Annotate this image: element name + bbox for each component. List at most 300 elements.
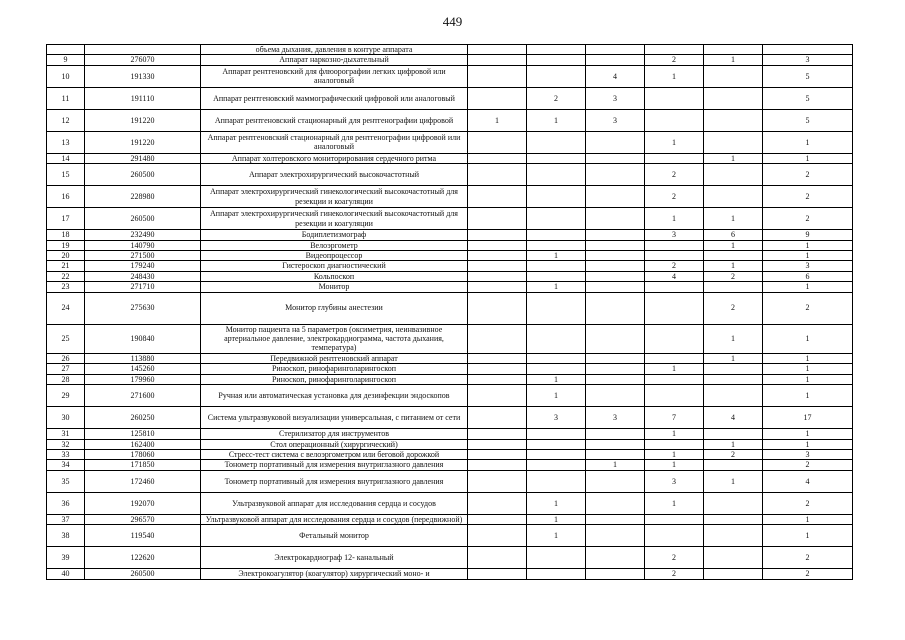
quantity-col-5-cell [704, 131, 763, 153]
equipment-name-cell: Аппарат рентгеновский стационарный для рентгенографии цифровой [201, 109, 468, 131]
quantity-col-5-cell [704, 429, 763, 439]
equipment-name-cell: Стресс-тест система с велоэргометром или беговой дорожкой [201, 449, 468, 459]
item-code-cell: 192070 [85, 492, 201, 514]
table-row [47, 514, 853, 524]
total-quantity-cell: 2 [763, 164, 853, 186]
total-quantity-cell: 1 [763, 429, 853, 439]
total-quantity-cell: 1 [763, 514, 853, 524]
item-code-cell: 119540 [85, 525, 201, 547]
quantity-col-1-cell [468, 449, 527, 459]
quantity-col-2-cell: 1 [527, 282, 586, 292]
quantity-col-1-cell [468, 282, 527, 292]
quantity-col-3-cell [586, 374, 645, 384]
row-number-cell: 16 [47, 186, 85, 208]
equipment-name-cell: Аппарат электрохирургический высокочастотный [201, 164, 468, 186]
table-row [47, 282, 853, 292]
table-row [47, 164, 853, 186]
quantity-col-2-cell [527, 429, 586, 439]
quantity-col-5-cell: 1 [704, 439, 763, 449]
total-quantity-cell: 1 [763, 353, 853, 363]
item-code-cell [85, 45, 201, 55]
row-number-cell: 13 [47, 131, 85, 153]
row-number-cell: 22 [47, 271, 85, 281]
table-row [47, 569, 853, 579]
item-code-cell: 260250 [85, 407, 201, 429]
equipment-table [46, 44, 853, 580]
quantity-col-3-cell [586, 514, 645, 524]
item-code-cell: 275630 [85, 292, 201, 324]
quantity-col-1-cell [468, 470, 527, 492]
equipment-name-cell: Риноскоп, ринофаринголарингоскоп [201, 374, 468, 384]
total-quantity-cell: 1 [763, 439, 853, 449]
row-number-cell: 36 [47, 492, 85, 514]
quantity-col-1-cell [468, 353, 527, 363]
row-number-cell: 29 [47, 385, 85, 407]
quantity-col-4-cell: 2 [645, 261, 704, 271]
quantity-col-5-cell [704, 385, 763, 407]
quantity-col-2-cell [527, 324, 586, 353]
table-row [47, 230, 853, 240]
quantity-col-2-cell [527, 449, 586, 459]
quantity-col-2-cell [527, 353, 586, 363]
quantity-col-5-cell [704, 492, 763, 514]
quantity-col-3-cell [586, 525, 645, 547]
quantity-col-3-cell [586, 45, 645, 55]
quantity-col-4-cell [645, 439, 704, 449]
quantity-col-5-cell: 1 [704, 470, 763, 492]
quantity-col-2-cell [527, 292, 586, 324]
table-row [47, 374, 853, 384]
quantity-col-4-cell: 4 [645, 271, 704, 281]
quantity-col-2-cell [527, 55, 586, 65]
total-quantity-cell: 1 [763, 282, 853, 292]
quantity-col-3-cell [586, 449, 645, 459]
quantity-col-2-cell [527, 65, 586, 87]
item-code-cell: 291480 [85, 153, 201, 163]
quantity-col-4-cell [645, 240, 704, 250]
equipment-name-cell: Кольпоскоп [201, 271, 468, 281]
total-quantity-cell: 9 [763, 230, 853, 240]
equipment-name-cell: объема дыхания, давления в контуре аппарата [201, 45, 468, 55]
equipment-name-cell: Стол операционный (хирургический) [201, 439, 468, 449]
quantity-col-5-cell [704, 374, 763, 384]
quantity-col-3-cell [586, 208, 645, 230]
quantity-col-5-cell: 1 [704, 261, 763, 271]
total-quantity-cell: 2 [763, 492, 853, 514]
quantity-col-4-cell: 2 [645, 164, 704, 186]
quantity-col-4-cell: 1 [645, 131, 704, 153]
table-row [47, 131, 853, 153]
table-row [47, 65, 853, 87]
quantity-col-5-cell [704, 164, 763, 186]
quantity-col-2-cell: 1 [527, 514, 586, 524]
equipment-name-cell: Видеопроцессор [201, 251, 468, 261]
row-number-cell: 12 [47, 109, 85, 131]
row-number-cell: 17 [47, 208, 85, 230]
row-number-cell: 19 [47, 240, 85, 250]
equipment-name-cell: Тонометр портативный для измерения внутриглазного давления [201, 470, 468, 492]
row-number-cell: 11 [47, 87, 85, 109]
total-quantity-cell: 1 [763, 364, 853, 374]
row-number-cell: 39 [47, 547, 85, 569]
item-code-cell: 191220 [85, 109, 201, 131]
quantity-col-1-cell [468, 385, 527, 407]
quantity-col-1-cell [468, 65, 527, 87]
quantity-col-2-cell: 3 [527, 407, 586, 429]
table-row [47, 460, 853, 470]
row-number-cell [47, 45, 85, 55]
equipment-name-cell: Система ультразвуковой визуализации универсальная, с питанием от сети [201, 407, 468, 429]
row-number-cell: 20 [47, 251, 85, 261]
item-code-cell: 171850 [85, 460, 201, 470]
quantity-col-5-cell: 1 [704, 240, 763, 250]
equipment-name-cell: Аппарат рентгеновский маммографический цифровой или аналоговый [201, 87, 468, 109]
total-quantity-cell: 1 [763, 385, 853, 407]
total-quantity-cell: 1 [763, 240, 853, 250]
quantity-col-3-cell [586, 353, 645, 363]
table-row [47, 87, 853, 109]
quantity-col-4-cell: 2 [645, 547, 704, 569]
table-row [47, 240, 853, 250]
quantity-col-3-cell [586, 153, 645, 163]
row-number-cell: 15 [47, 164, 85, 186]
equipment-name-cell: Ультразвуковой аппарат для исследования сердца и сосудов [201, 492, 468, 514]
quantity-col-5-cell: 1 [704, 55, 763, 65]
quantity-col-3-cell [586, 385, 645, 407]
quantity-col-3-cell [586, 240, 645, 250]
total-quantity-cell: 5 [763, 65, 853, 87]
table-row [47, 547, 853, 569]
quantity-col-1-cell [468, 292, 527, 324]
equipment-table-body [47, 45, 853, 580]
total-quantity-cell: 1 [763, 374, 853, 384]
quantity-col-3-cell [586, 364, 645, 374]
quantity-col-5-cell: 1 [704, 208, 763, 230]
quantity-col-4-cell: 1 [645, 429, 704, 439]
quantity-col-1-cell [468, 186, 527, 208]
quantity-col-5-cell: 1 [704, 353, 763, 363]
row-number-cell: 34 [47, 460, 85, 470]
item-code-cell: 179240 [85, 261, 201, 271]
quantity-col-3-cell: 3 [586, 87, 645, 109]
total-quantity-cell: 2 [763, 569, 853, 579]
quantity-col-2-cell [527, 230, 586, 240]
quantity-col-3-cell [586, 186, 645, 208]
quantity-col-1-cell [468, 407, 527, 429]
total-quantity-cell: 4 [763, 470, 853, 492]
quantity-col-4-cell: 3 [645, 230, 704, 240]
quantity-col-2-cell [527, 164, 586, 186]
total-quantity-cell [763, 45, 853, 55]
quantity-col-3-cell: 4 [586, 65, 645, 87]
quantity-col-5-cell [704, 547, 763, 569]
table-row [47, 364, 853, 374]
quantity-col-3-cell [586, 164, 645, 186]
quantity-col-1-cell [468, 271, 527, 281]
table-row [47, 261, 853, 271]
quantity-col-5-cell [704, 251, 763, 261]
quantity-col-4-cell [645, 374, 704, 384]
quantity-col-5-cell: 6 [704, 230, 763, 240]
quantity-col-4-cell [645, 109, 704, 131]
row-number-cell: 32 [47, 439, 85, 449]
quantity-col-1-cell [468, 240, 527, 250]
row-number-cell: 21 [47, 261, 85, 271]
quantity-col-5-cell [704, 460, 763, 470]
total-quantity-cell: 17 [763, 407, 853, 429]
quantity-col-1-cell [468, 208, 527, 230]
quantity-col-1-cell [468, 324, 527, 353]
quantity-col-4-cell [645, 385, 704, 407]
quantity-col-1-cell [468, 364, 527, 374]
quantity-col-5-cell: 2 [704, 449, 763, 459]
table-row [47, 385, 853, 407]
total-quantity-cell: 1 [763, 153, 853, 163]
total-quantity-cell: 1 [763, 131, 853, 153]
table-row [47, 109, 853, 131]
quantity-col-4-cell [645, 251, 704, 261]
quantity-col-1-cell [468, 547, 527, 569]
quantity-col-2-cell [527, 569, 586, 579]
equipment-name-cell: Аппарат электрохирургический гинекологический высокочастотный для резекции и коагуляции [201, 186, 468, 208]
quantity-col-1-cell [468, 251, 527, 261]
row-number-cell: 31 [47, 429, 85, 439]
quantity-col-1-cell [468, 261, 527, 271]
equipment-name-cell: Бодиплетизмограф [201, 230, 468, 240]
table-row [47, 324, 853, 353]
item-code-cell: 113880 [85, 353, 201, 363]
total-quantity-cell: 3 [763, 449, 853, 459]
quantity-col-3-cell [586, 439, 645, 449]
quantity-col-3-cell [586, 324, 645, 353]
row-number-cell: 33 [47, 449, 85, 459]
total-quantity-cell: 2 [763, 208, 853, 230]
quantity-col-2-cell: 1 [527, 109, 586, 131]
row-number-cell: 9 [47, 55, 85, 65]
quantity-col-4-cell: 7 [645, 407, 704, 429]
quantity-col-1-cell [468, 230, 527, 240]
item-code-cell: 271500 [85, 251, 201, 261]
item-code-cell: 260500 [85, 164, 201, 186]
quantity-col-4-cell [645, 282, 704, 292]
quantity-col-5-cell [704, 109, 763, 131]
item-code-cell: 271710 [85, 282, 201, 292]
quantity-col-4-cell: 3 [645, 470, 704, 492]
quantity-col-2-cell [527, 460, 586, 470]
table-row [47, 55, 853, 65]
quantity-col-2-cell [527, 186, 586, 208]
quantity-col-4-cell: 1 [645, 449, 704, 459]
equipment-name-cell: Гистероскоп диагностический [201, 261, 468, 271]
quantity-col-4-cell: 1 [645, 364, 704, 374]
equipment-name-cell: Стерилизатор для инструментов [201, 429, 468, 439]
equipment-name-cell: Ручная или автоматическая установка для дезинфекции эндоскопов [201, 385, 468, 407]
total-quantity-cell: 3 [763, 55, 853, 65]
quantity-col-4-cell [645, 45, 704, 55]
quantity-col-1-cell [468, 164, 527, 186]
item-code-cell: 191110 [85, 87, 201, 109]
quantity-col-2-cell [527, 240, 586, 250]
quantity-col-1-cell [468, 87, 527, 109]
quantity-col-1-cell [468, 55, 527, 65]
quantity-col-3-cell [586, 251, 645, 261]
quantity-col-5-cell [704, 364, 763, 374]
quantity-col-5-cell: 2 [704, 271, 763, 281]
quantity-col-4-cell [645, 87, 704, 109]
quantity-col-1-cell [468, 131, 527, 153]
equipment-name-cell: Аппарат рентгеновский для флюорографии легких цифровой или аналоговый [201, 65, 468, 87]
equipment-name-cell: Аппарат холтеровского мониторирования сердечного ритма [201, 153, 468, 163]
total-quantity-cell: 1 [763, 251, 853, 261]
item-code-cell: 276070 [85, 55, 201, 65]
item-code-cell: 145260 [85, 364, 201, 374]
total-quantity-cell: 2 [763, 292, 853, 324]
item-code-cell: 232490 [85, 230, 201, 240]
quantity-col-1-cell [468, 439, 527, 449]
quantity-col-5-cell: 1 [704, 153, 763, 163]
row-number-cell: 28 [47, 374, 85, 384]
quantity-col-3-cell [586, 55, 645, 65]
quantity-col-4-cell [645, 525, 704, 547]
quantity-col-2-cell: 1 [527, 251, 586, 261]
quantity-col-3-cell [586, 271, 645, 281]
equipment-name-cell: Передвижной рентгеновский аппарат [201, 353, 468, 363]
total-quantity-cell: 1 [763, 324, 853, 353]
quantity-col-3-cell [586, 292, 645, 324]
quantity-col-2-cell [527, 153, 586, 163]
quantity-col-1-cell [468, 492, 527, 514]
quantity-col-5-cell [704, 569, 763, 579]
item-code-cell: 162400 [85, 439, 201, 449]
quantity-col-2-cell [527, 364, 586, 374]
table-row [47, 439, 853, 449]
page-number: 449 [442, 14, 463, 29]
item-code-cell: 296570 [85, 514, 201, 524]
item-code-cell: 122620 [85, 547, 201, 569]
quantity-col-5-cell [704, 87, 763, 109]
item-code-cell: 260500 [85, 569, 201, 579]
quantity-col-4-cell: 2 [645, 55, 704, 65]
quantity-col-1-cell [468, 429, 527, 439]
row-number-cell: 18 [47, 230, 85, 240]
table-row [47, 45, 853, 55]
row-number-cell: 30 [47, 407, 85, 429]
equipment-name-cell: Аппарат электрохирургический гинекологический высокочастотный для резекции и коагуляции [201, 208, 468, 230]
equipment-name-cell: Риноскоп, ринофаринголарингоскоп [201, 364, 468, 374]
row-number-cell: 35 [47, 470, 85, 492]
quantity-col-1-cell [468, 153, 527, 163]
quantity-col-2-cell [527, 261, 586, 271]
quantity-col-2-cell [527, 271, 586, 281]
quantity-col-4-cell: 1 [645, 460, 704, 470]
table-row [47, 251, 853, 261]
quantity-col-1-cell [468, 374, 527, 384]
quantity-col-2-cell [527, 547, 586, 569]
table-row [47, 407, 853, 429]
quantity-col-3-cell [586, 470, 645, 492]
quantity-col-3-cell [586, 230, 645, 240]
table-row [47, 292, 853, 324]
quantity-col-5-cell [704, 65, 763, 87]
quantity-col-3-cell [586, 282, 645, 292]
equipment-name-cell: Аппарат наркозно-дыхательный [201, 55, 468, 65]
quantity-col-2-cell [527, 439, 586, 449]
total-quantity-cell: 2 [763, 460, 853, 470]
item-code-cell: 179960 [85, 374, 201, 384]
quantity-col-3-cell [586, 547, 645, 569]
row-number-cell: 10 [47, 65, 85, 87]
quantity-col-4-cell: 1 [645, 65, 704, 87]
item-code-cell: 271600 [85, 385, 201, 407]
quantity-col-4-cell [645, 514, 704, 524]
table-row [47, 208, 853, 230]
quantity-col-3-cell [586, 261, 645, 271]
quantity-col-5-cell: 1 [704, 324, 763, 353]
item-code-cell: 125810 [85, 429, 201, 439]
table-row [47, 186, 853, 208]
row-number-cell: 37 [47, 514, 85, 524]
quantity-col-5-cell: 4 [704, 407, 763, 429]
equipment-name-cell: Электрокардиограф 12- канальный [201, 547, 468, 569]
quantity-col-4-cell [645, 153, 704, 163]
item-code-cell: 172460 [85, 470, 201, 492]
quantity-col-2-cell: 1 [527, 374, 586, 384]
quantity-col-1-cell [468, 514, 527, 524]
row-number-cell: 25 [47, 324, 85, 353]
equipment-name-cell: Электрокоагулятор (коагулятор) хирургический моно- и [201, 569, 468, 579]
quantity-col-4-cell [645, 324, 704, 353]
quantity-col-4-cell: 1 [645, 208, 704, 230]
equipment-name-cell: Ультразвуковой аппарат для исследования сердца и сосудов (передвижной) [201, 514, 468, 524]
table-row [47, 353, 853, 363]
table-row [47, 470, 853, 492]
quantity-col-5-cell [704, 186, 763, 208]
item-code-cell: 260500 [85, 208, 201, 230]
quantity-col-1-cell [468, 569, 527, 579]
quantity-col-5-cell [704, 514, 763, 524]
total-quantity-cell: 2 [763, 547, 853, 569]
total-quantity-cell: 6 [763, 271, 853, 281]
quantity-col-3-cell [586, 569, 645, 579]
row-number-cell: 38 [47, 525, 85, 547]
table-row [47, 271, 853, 281]
row-number-cell: 26 [47, 353, 85, 363]
table-row [47, 449, 853, 459]
equipment-name-cell: Велоэргометр [201, 240, 468, 250]
quantity-col-1-cell [468, 525, 527, 547]
equipment-name-cell: Монитор пациента на 5 параметров (оксиметрия, неинвазивное артериальное давление, электрокардиограмма, частота дыхания, температура) [201, 324, 468, 353]
quantity-col-1-cell [468, 45, 527, 55]
equipment-name-cell: Монитор [201, 282, 468, 292]
quantity-col-5-cell [704, 525, 763, 547]
row-number-cell: 24 [47, 292, 85, 324]
table-row [47, 525, 853, 547]
quantity-col-3-cell: 3 [586, 109, 645, 131]
quantity-col-2-cell: 2 [527, 87, 586, 109]
quantity-col-2-cell: 1 [527, 525, 586, 547]
quantity-col-4-cell: 1 [645, 492, 704, 514]
item-code-cell: 248430 [85, 271, 201, 281]
quantity-col-3-cell [586, 131, 645, 153]
total-quantity-cell: 5 [763, 87, 853, 109]
total-quantity-cell: 3 [763, 261, 853, 271]
quantity-col-1-cell: 1 [468, 109, 527, 131]
table-row [47, 153, 853, 163]
item-code-cell: 191330 [85, 65, 201, 87]
quantity-col-1-cell [468, 460, 527, 470]
quantity-col-4-cell: 2 [645, 569, 704, 579]
item-code-cell: 228980 [85, 186, 201, 208]
